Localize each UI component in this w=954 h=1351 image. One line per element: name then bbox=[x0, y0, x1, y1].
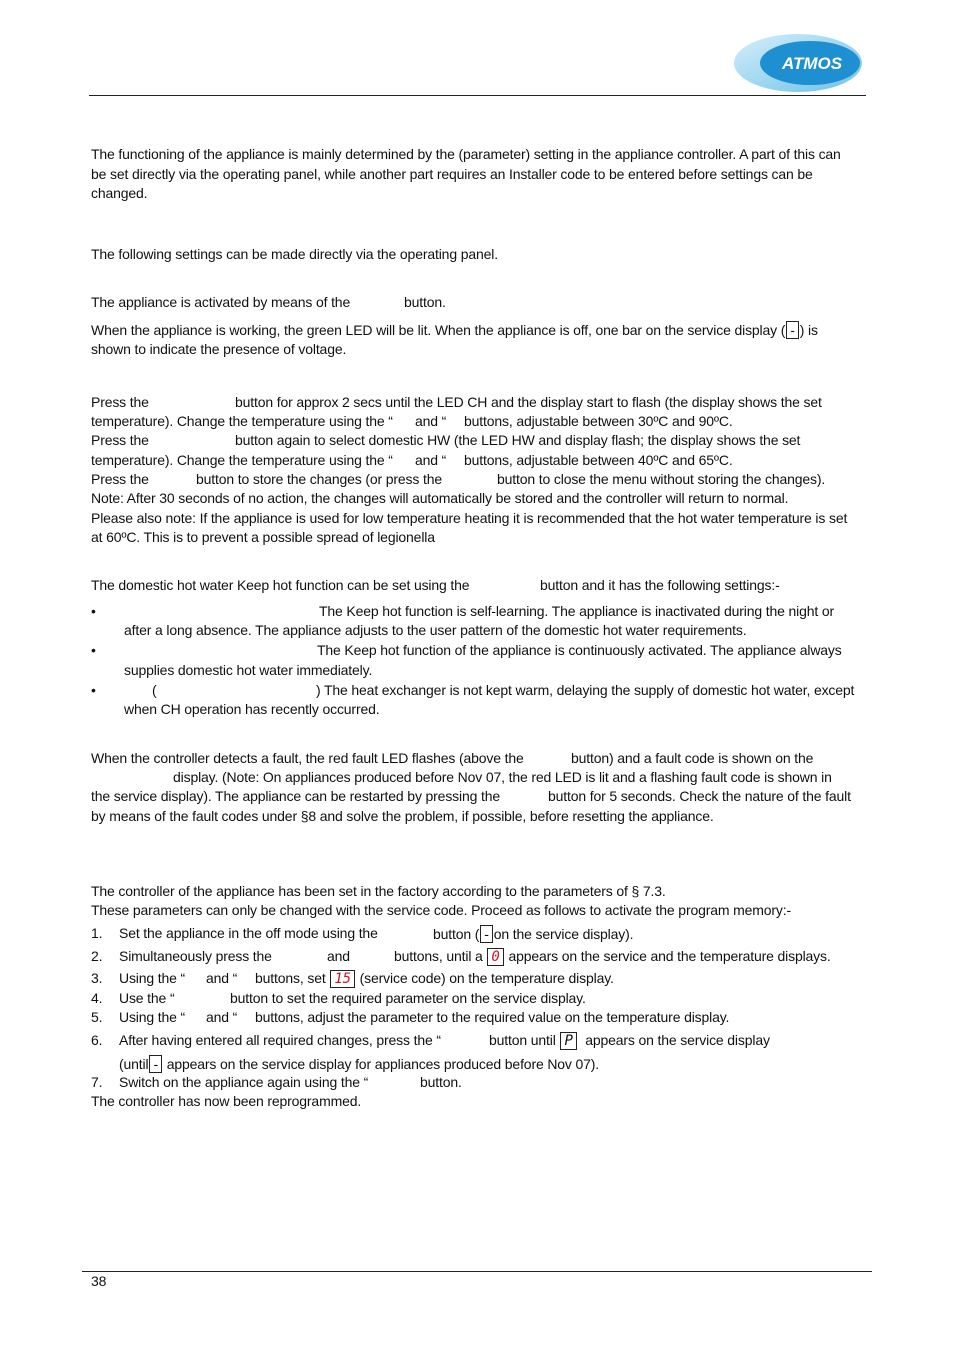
step-1a: Set the appliance in the off mode using the bbox=[119, 925, 378, 941]
step-3-segment-display: 15 bbox=[330, 970, 355, 988]
atmos-logo bbox=[732, 32, 866, 94]
onoff-line-2b: ) is bbox=[799, 322, 818, 338]
page-number: 38 bbox=[91, 1273, 107, 1289]
keephot-bullet-1b: after a long absence. The appliance adjusts to the user pattern of the domestic hot water requirements. bbox=[124, 622, 747, 638]
step-1c: on the service display). bbox=[493, 926, 634, 942]
step-2-number: 2. bbox=[91, 948, 103, 964]
fault-line-3b: button for 5 seconds. Check the nature of the fault bbox=[548, 788, 851, 804]
onoff-line-1b: button. bbox=[404, 294, 446, 310]
direct-settings-line: The following settings can be made directly via the operating panel. bbox=[91, 246, 498, 262]
step-3d: (service code) on the temperature display. bbox=[359, 970, 614, 986]
fault-line-1a: When the controller detects a fault, the red fault LED flashes (above the bbox=[91, 750, 524, 766]
step-6d: (until bbox=[119, 1056, 149, 1072]
step-4-number: 4. bbox=[91, 990, 103, 1006]
step-5c: buttons, adjust the parameter to the required value on the temperature display. bbox=[255, 1009, 730, 1025]
step-1-number: 1. bbox=[91, 925, 103, 941]
step-6a: After having entered all required changes, press the “ bbox=[119, 1032, 441, 1048]
logo-text: ATMOS bbox=[781, 54, 843, 73]
step-2-segment-display: 0 bbox=[487, 948, 503, 966]
intro-line-1: The functioning of the appliance is mainly determined by the (parameter) setting in the appliance controller. A part of this can bbox=[91, 146, 841, 162]
step-3c-text: buttons, set bbox=[255, 970, 326, 986]
intro-line-3: changed. bbox=[91, 185, 148, 201]
bullet-2: • bbox=[91, 642, 96, 658]
temp-line-2b: and “ bbox=[415, 413, 447, 429]
step-1b-text: button ( bbox=[433, 926, 480, 942]
step-1b bbox=[433, 925, 633, 943]
step-7-number: 7. bbox=[91, 1074, 103, 1090]
temp-line-2a: temperature). Change the temperature using the “ bbox=[91, 413, 393, 429]
temp-line-2c: buttons, adjustable between 30ºC and 90ºC. bbox=[464, 413, 733, 429]
temp-line-3b: button again to select domestic HW (the LED HW and display flash; the display shows the set bbox=[235, 432, 801, 448]
bullet-3: • bbox=[91, 682, 96, 698]
keephot-line-1a: The domestic hot water Keep hot function can be set using the bbox=[91, 577, 470, 593]
temp-line-5b: button to store the changes (or press the bbox=[196, 471, 443, 487]
keephot-bullet-3-open: ( bbox=[152, 682, 157, 698]
fault-line-1b: button) and a fault code is shown on the bbox=[571, 750, 814, 766]
step-3c bbox=[255, 970, 614, 988]
step-2c bbox=[394, 948, 831, 966]
fault-line-3a: the service display). The appliance can be restarted by pressing the bbox=[91, 788, 501, 804]
header-rule bbox=[89, 95, 866, 96]
temp-line-5a: Press the bbox=[91, 471, 149, 487]
onoff-line-1a: The appliance is activated by means of the bbox=[91, 294, 351, 310]
step-6-line-2 bbox=[119, 1055, 599, 1073]
temp-line-4b: and “ bbox=[415, 452, 447, 468]
temp-line-7: Please also note: If the appliance is used for low temperature heating it is recommended that the hot water temperature is set bbox=[91, 510, 848, 526]
step-6-service-bar: - bbox=[149, 1055, 162, 1073]
step-4a: Use the “ bbox=[119, 990, 175, 1006]
step-6c: appears on the service display bbox=[585, 1032, 770, 1048]
intro-line-2: be set directly via the operating panel, while another part requires an Installer code to be entered before settings can be bbox=[91, 166, 813, 182]
program-line-3: The controller has now been reprogrammed. bbox=[91, 1093, 362, 1109]
temp-line-1a: Press the bbox=[91, 394, 149, 410]
step-6b-text: button until bbox=[489, 1032, 556, 1048]
step-6-number: 6. bbox=[91, 1032, 103, 1048]
temp-line-5c: button to close the menu without storing the changes). bbox=[497, 471, 826, 487]
program-line-1: The controller of the appliance has been set in the factory according to the parameters of § 7.3. bbox=[91, 883, 666, 899]
step-5a: Using the “ bbox=[119, 1009, 186, 1025]
keephot-bullet-1a: The Keep hot function is self-learning. The appliance is inactivated during the night or bbox=[319, 603, 834, 619]
step-3b: and “ bbox=[206, 970, 238, 986]
temp-line-3a: Press the bbox=[91, 432, 149, 448]
footer-rule bbox=[82, 1271, 872, 1272]
service-display-bar: - bbox=[786, 321, 799, 339]
keephot-bullet-2a: The Keep hot function of the appliance is continuously activated. The appliance always bbox=[317, 642, 842, 658]
step-2c-text: buttons, until a bbox=[394, 948, 483, 964]
temp-line-4c: buttons, adjustable between 40ºC and 65ºC. bbox=[464, 452, 733, 468]
step-7b: button. bbox=[420, 1074, 462, 1090]
temp-line-6: Note: After 30 seconds of no action, the changes will automatically be stored and the controller will return to normal. bbox=[91, 490, 789, 506]
program-line-2: These parameters can only be changed with the service code. Proceed as follows to activate the program memory:- bbox=[91, 902, 792, 918]
step-1-service-bar: - bbox=[480, 925, 493, 943]
step-3-number: 3. bbox=[91, 970, 103, 986]
fault-line-4: by means of the fault codes under §8 and solve the problem, if possible, before resetting the appliance. bbox=[91, 808, 714, 824]
temp-line-1b: button for approx 2 secs until the LED CH and the display start to flash (the display shows the set bbox=[235, 394, 822, 410]
temp-line-4a: temperature). Change the temperature using the “ bbox=[91, 452, 393, 468]
step-5b: and “ bbox=[206, 1009, 238, 1025]
step-2b: and bbox=[327, 948, 350, 964]
onoff-line-2a: When the appliance is working, the green LED will be lit. When the appliance is off, one bar on the service display ( bbox=[91, 322, 786, 338]
keephot-bullet-3a: ) The heat exchanger is not kept warm, delaying the supply of domestic hot water, except bbox=[316, 682, 855, 698]
step-7a: Switch on the appliance again using the “ bbox=[119, 1074, 369, 1090]
step-2a: Simultaneously press the bbox=[119, 948, 272, 964]
fault-line-2: display. (Note: On appliances produced before Nov 07, the red LED is lit and a flashing fault code is shown in bbox=[173, 769, 832, 785]
onoff-line-2 bbox=[91, 321, 818, 339]
keephot-line-1b: button and it has the following settings:- bbox=[540, 577, 780, 593]
bullet-1: • bbox=[91, 603, 96, 619]
step-2d: appears on the service and the temperature displays. bbox=[508, 948, 831, 964]
step-6b bbox=[489, 1032, 770, 1050]
onoff-line-3: shown to indicate the presence of voltage. bbox=[91, 341, 347, 357]
step-5-number: 5. bbox=[91, 1009, 103, 1025]
step-3a: Using the “ bbox=[119, 970, 186, 986]
keephot-bullet-2b: supplies domestic hot water immediately. bbox=[124, 662, 373, 678]
step-6e: appears on the service display for appliances produced before Nov 07). bbox=[166, 1056, 600, 1072]
temp-line-8: at 60ºC. This is to prevent a possible spread of legionella bbox=[91, 529, 435, 545]
step-4b: button to set the required parameter on the service display. bbox=[230, 990, 586, 1006]
step-6-segment-display: P bbox=[560, 1032, 576, 1050]
keephot-bullet-3b: when CH operation has recently occurred. bbox=[124, 701, 380, 717]
